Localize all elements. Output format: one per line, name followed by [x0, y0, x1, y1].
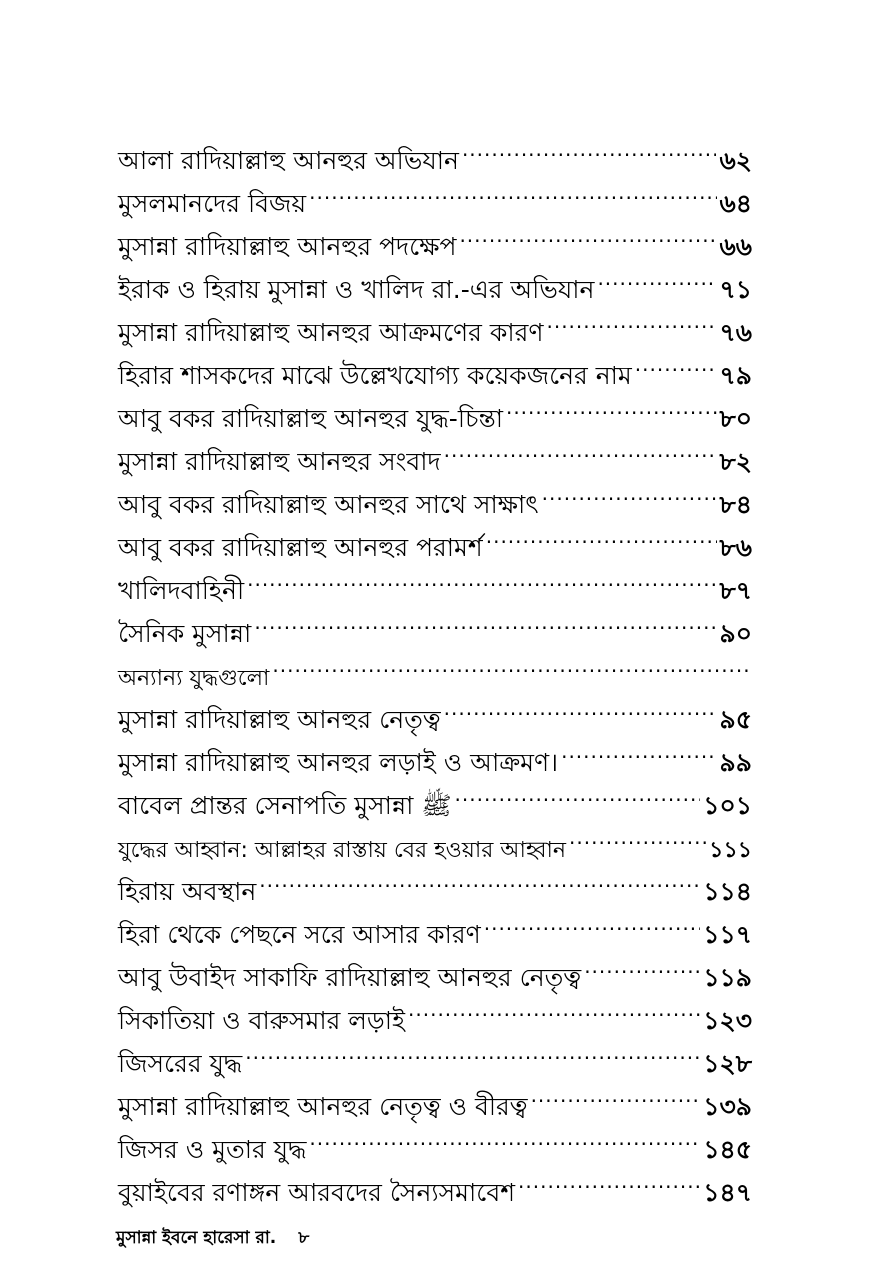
toc-entry-page: ৮৪ [719, 490, 752, 519]
dot-leader [259, 857, 700, 900]
dot-leader [455, 771, 701, 814]
toc-entry-page: ১১১ [709, 838, 752, 863]
toc-entry-title: হিরায় অবস্থান [118, 877, 257, 906]
toc-entry-title: বুয়াইবের রণাঙ্গন আরবদের সৈন্যসমাবেশ [118, 1178, 516, 1207]
dot-leader [309, 1115, 700, 1158]
toc-entry-page: ১১৭ [703, 920, 752, 949]
dot-leader [486, 513, 717, 556]
toc-entry-page: ৮৬ [719, 533, 752, 562]
toc-entry-title: আবু বকর রাদিয়াল্লাহু আনহুর সাথে সাক্ষাৎ [118, 490, 539, 519]
toc-entry-page: ৯৯ [719, 748, 752, 777]
dot-leader [247, 556, 716, 599]
dot-leader [569, 814, 706, 857]
dot-leader [531, 1072, 701, 1115]
table-of-contents [118, 126, 752, 1207]
dot-leader [272, 642, 749, 685]
toc-entry-page: ১৪৫ [703, 1135, 752, 1164]
dot-leader [542, 470, 717, 513]
toc-entry-title: বাবেল প্রান্তর সেনাপতি মুসান্না ﷺ [118, 791, 452, 820]
toc-entry-title: হিরা থেকে পেছনে সরে আসার কারণ [118, 920, 481, 949]
toc-entry-page: ১৪৭ [703, 1178, 752, 1207]
toc-entry-title: সৈনিক মুসান্না [118, 619, 252, 648]
toc-entry-page: ৮০ [719, 404, 752, 433]
dot-leader [444, 427, 717, 470]
toc-entry-title: মুসান্না রাদিয়াল্লাহু আনহুর নেতৃত্ব ও বীরত্ব [118, 1092, 528, 1121]
dot-leader [444, 685, 717, 728]
dot-leader [518, 1158, 700, 1201]
dot-leader [584, 943, 700, 986]
toc-entry-title: সিকাতিয়া ও বারুসমার লড়াই [118, 1006, 406, 1035]
toc-entry-title: মুসান্না রাদিয়াল্লাহু আনহুর আক্রমণের কারণ [118, 318, 544, 347]
toc-entry-title: অন্যান্য যুদ্ধগুলো [118, 666, 270, 691]
toc-entry-page: ৭৬ [719, 318, 752, 347]
dot-leader [561, 728, 716, 771]
dot-leader [597, 255, 716, 298]
dot-leader [245, 1029, 700, 1072]
toc-entry-title: মুসলমানদের বিজয় [118, 189, 307, 218]
toc-entry-page: ১০১ [703, 791, 752, 820]
dot-leader [546, 298, 716, 341]
dot-leader [506, 384, 717, 427]
toc-entry-title: ইরাক ও হিরায় মুসান্না ও খালিদ রা.-এর অভিযান [118, 275, 595, 304]
toc-entry-title: মুসান্না রাদিয়াল্লাহু আনহুর পদক্ষেপ [118, 232, 457, 261]
page-footer [116, 1225, 309, 1253]
dot-leader [462, 126, 717, 169]
toc-entry-page: ৯৫ [719, 705, 752, 734]
toc-entry-title: আলা রাদিয়াল্লাহু আনহুর অভিযান [118, 146, 459, 175]
toc-entry-title: আবু উবাইদ সাকাফি রাদিয়াল্লাহু আনহুর নেতৃত্ব [118, 963, 582, 992]
dot-leader [309, 169, 716, 212]
toc-entry-page: ৬৬ [719, 232, 752, 261]
toc-entry-title: মুসান্না রাদিয়াল্লাহু আনহুর নেতৃত্ব [118, 705, 441, 734]
toc-entry-title: আবু বকর রাদিয়াল্লাহু আনহুর পরামর্শ [118, 533, 483, 562]
running-title: মুসান্না ইবনে হারেসা রা. [116, 1228, 277, 1248]
toc-entry-page: ৯০ [719, 619, 752, 648]
toc-entry-page: ৭১ [719, 275, 752, 304]
toc-entry-page: ১১৪ [703, 877, 752, 906]
toc-entry-page: ১২৩ [703, 1006, 752, 1035]
toc-entry-page: ৬২ [719, 146, 752, 175]
toc-entry-title: হিরার শাসকদের মাঝে উল্লেখযোগ্য কয়েকজনের নাম [118, 361, 632, 390]
toc-entry-title: যুদ্ধের আহ্বান: আল্লাহর রাস্তায় বের হওয়ার আহ্বান [118, 838, 567, 863]
toc-entry [118, 126, 752, 175]
toc-entry-title: মুসান্না রাদিয়াল্লাহু আনহুর সংবাদ [118, 447, 441, 476]
toc-entry-page: ৭৯ [719, 361, 752, 390]
toc-entry-title: আবু বকর রাদিয়াল্লাহু আনহুর যুদ্ধ-চিন্তা [118, 404, 503, 433]
toc-entry-page: ৮২ [719, 447, 752, 476]
page-number: ৮ [298, 1228, 310, 1248]
dot-leader [635, 341, 717, 384]
dot-leader [459, 212, 716, 255]
toc-entry-title: মুসান্না রাদিয়াল্লাহু আনহুর লড়াই ও আক্রমণ। [118, 748, 559, 777]
toc-entry-page: ১১৯ [703, 963, 752, 992]
toc-entry-title: জিসরের যুদ্ধ [118, 1049, 243, 1078]
dot-leader [254, 599, 716, 642]
toc-entry-page: ১২৮ [703, 1049, 752, 1078]
dot-leader [408, 986, 700, 1029]
toc-entry-page: ৬৪ [719, 189, 752, 218]
toc-entry-title: জিসর ও মুতার যুদ্ধ [118, 1135, 307, 1164]
toc-entry-page: ১৩৯ [703, 1092, 752, 1121]
toc-entry-page: ৮৭ [719, 576, 752, 605]
toc-entry-title: খালিদবাহিনী [118, 576, 245, 605]
dot-leader [484, 900, 701, 943]
